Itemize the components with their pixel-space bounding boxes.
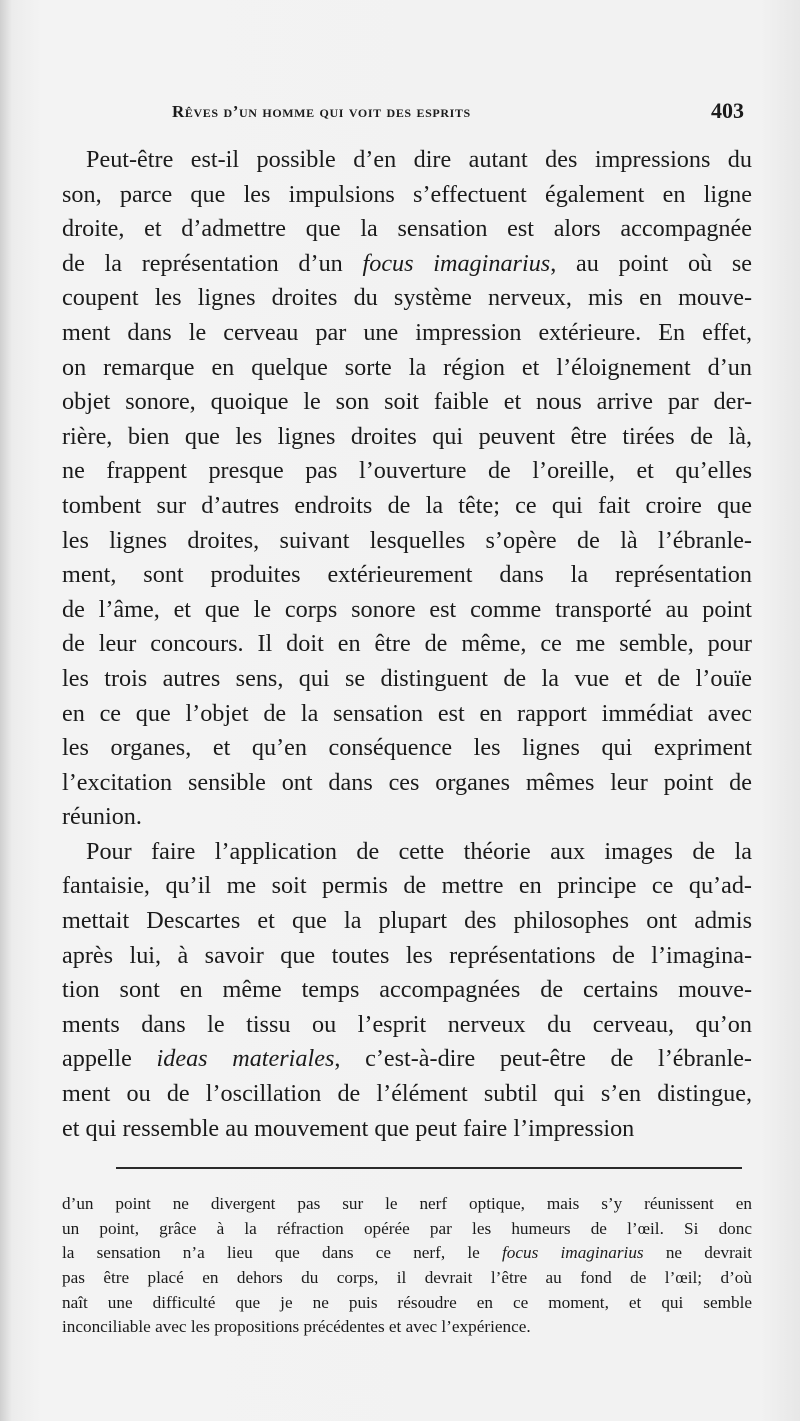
text-line: tion sont en même temps accompagnées de certains mouve- xyxy=(62,976,752,1004)
italic-term: ideas materiales xyxy=(156,1045,335,1073)
text-line: réunion. xyxy=(62,803,142,831)
footnote-line: un point, grâce à la réfraction opérée par les humeurs de l’œil. Si donc xyxy=(62,1218,752,1238)
main-text xyxy=(62,143,752,1146)
text-line: les trois autres sens, qui se distinguent de la vue et de l’ouïe xyxy=(62,664,752,692)
text-line: objet sonore, quoique le son soit faible et nous arrive par der- xyxy=(62,388,752,416)
page-number: 403 xyxy=(711,98,744,123)
text-line: ment, sont produites extérieurement dans la représentation xyxy=(62,561,752,589)
text-line: de l’âme, et que le corps sonore est comme transporté au point xyxy=(62,595,752,623)
text-line: appelle ideas materiales, c’est-à-dire peut-être de l’ébranle- xyxy=(62,1045,752,1073)
footnote-line: naît une difficulté que je ne puis résoudre en ce moment, et qui semble xyxy=(62,1292,752,1312)
text-line: rière, bien que les lignes droites qui peuvent être tirées de là, xyxy=(62,422,752,450)
text-line: en ce que l’objet de la sensation est en rapport immédiat avec xyxy=(62,699,752,727)
text-line: ments dans le tissu ou l’esprit nerveux du cerveau, qu’on xyxy=(62,1010,752,1038)
text-line: son, parce que les impulsions s’effectuent également en ligne xyxy=(62,180,752,208)
text-line: l’excitation sensible ont dans ces organes mêmes leur point de xyxy=(62,768,752,796)
running-head: Rêves d’un homme qui voit des esprits xyxy=(172,102,471,121)
footnote-line: d’un point ne divergent pas sur le nerf optique, mais s’y réunissent en xyxy=(62,1194,752,1213)
italic-term: focus imaginarius xyxy=(502,1243,644,1263)
footnote xyxy=(62,1192,752,1340)
text-line: après lui, à savoir que toutes les représentations de l’imagina- xyxy=(62,941,752,969)
text-line: Pour faire l’application de cette théorie aux images de la xyxy=(86,837,752,865)
text-line: de la représentation d’un focus imaginarius, au point où se xyxy=(62,249,752,277)
text-line: les organes, et qu’en conséquence les lignes qui expriment xyxy=(62,734,752,762)
text-line: on remarque en quelque sorte la région et l’éloignement d’un xyxy=(62,353,752,381)
text-line: droite, et d’admettre que la sensation est alors accompagnée xyxy=(62,215,752,243)
text-line: les lignes droites, suivant lesquelles s’opère de là l’ébranle- xyxy=(62,526,752,554)
text-line: mettait Descartes et que la plupart des philosophes ont admis xyxy=(62,907,752,935)
text-line: fantaisie, qu’il me soit permis de mettre en principe ce qu’ad- xyxy=(62,872,752,900)
text-line: Peut-être est-il possible d’en dire autant des impressions du xyxy=(86,146,752,173)
text-line: ment dans le cerveau par une impression extérieure. En effet, xyxy=(62,318,752,346)
footnote-line: pas être placé en dehors du corps, il devrait l’être au fond de l’œil; d’où xyxy=(62,1268,752,1288)
text-line: coupent les lignes droites du système nerveux, mis en mouve- xyxy=(62,284,752,312)
text-line: de leur concours. Il doit en être de même, ce me semble, pour xyxy=(62,630,752,658)
text-line: tombent sur d’autres endroits de la tête; ce qui fait croire que xyxy=(62,491,752,519)
footnote-rule xyxy=(116,1167,742,1169)
page-header xyxy=(62,96,752,130)
text-line: ment ou de l’oscillation de l’élément subtil qui s’en distingue, xyxy=(62,1080,752,1108)
page-gutter-shadow xyxy=(0,0,12,1421)
text-line: et qui ressemble au mouvement que peut faire l’impression xyxy=(62,1114,635,1142)
footnote-line: la sensation n’a lieu que dans ce nerf, le focus imaginarius ne devrait xyxy=(62,1243,752,1263)
italic-term: focus imaginarius xyxy=(362,249,551,277)
footnote-line: inconciliable avec les propositions précédentes et avec l’expérience. xyxy=(62,1317,531,1337)
text-line: ne frappent presque pas l’ouverture de l’oreille, et qu’elles xyxy=(62,457,752,485)
